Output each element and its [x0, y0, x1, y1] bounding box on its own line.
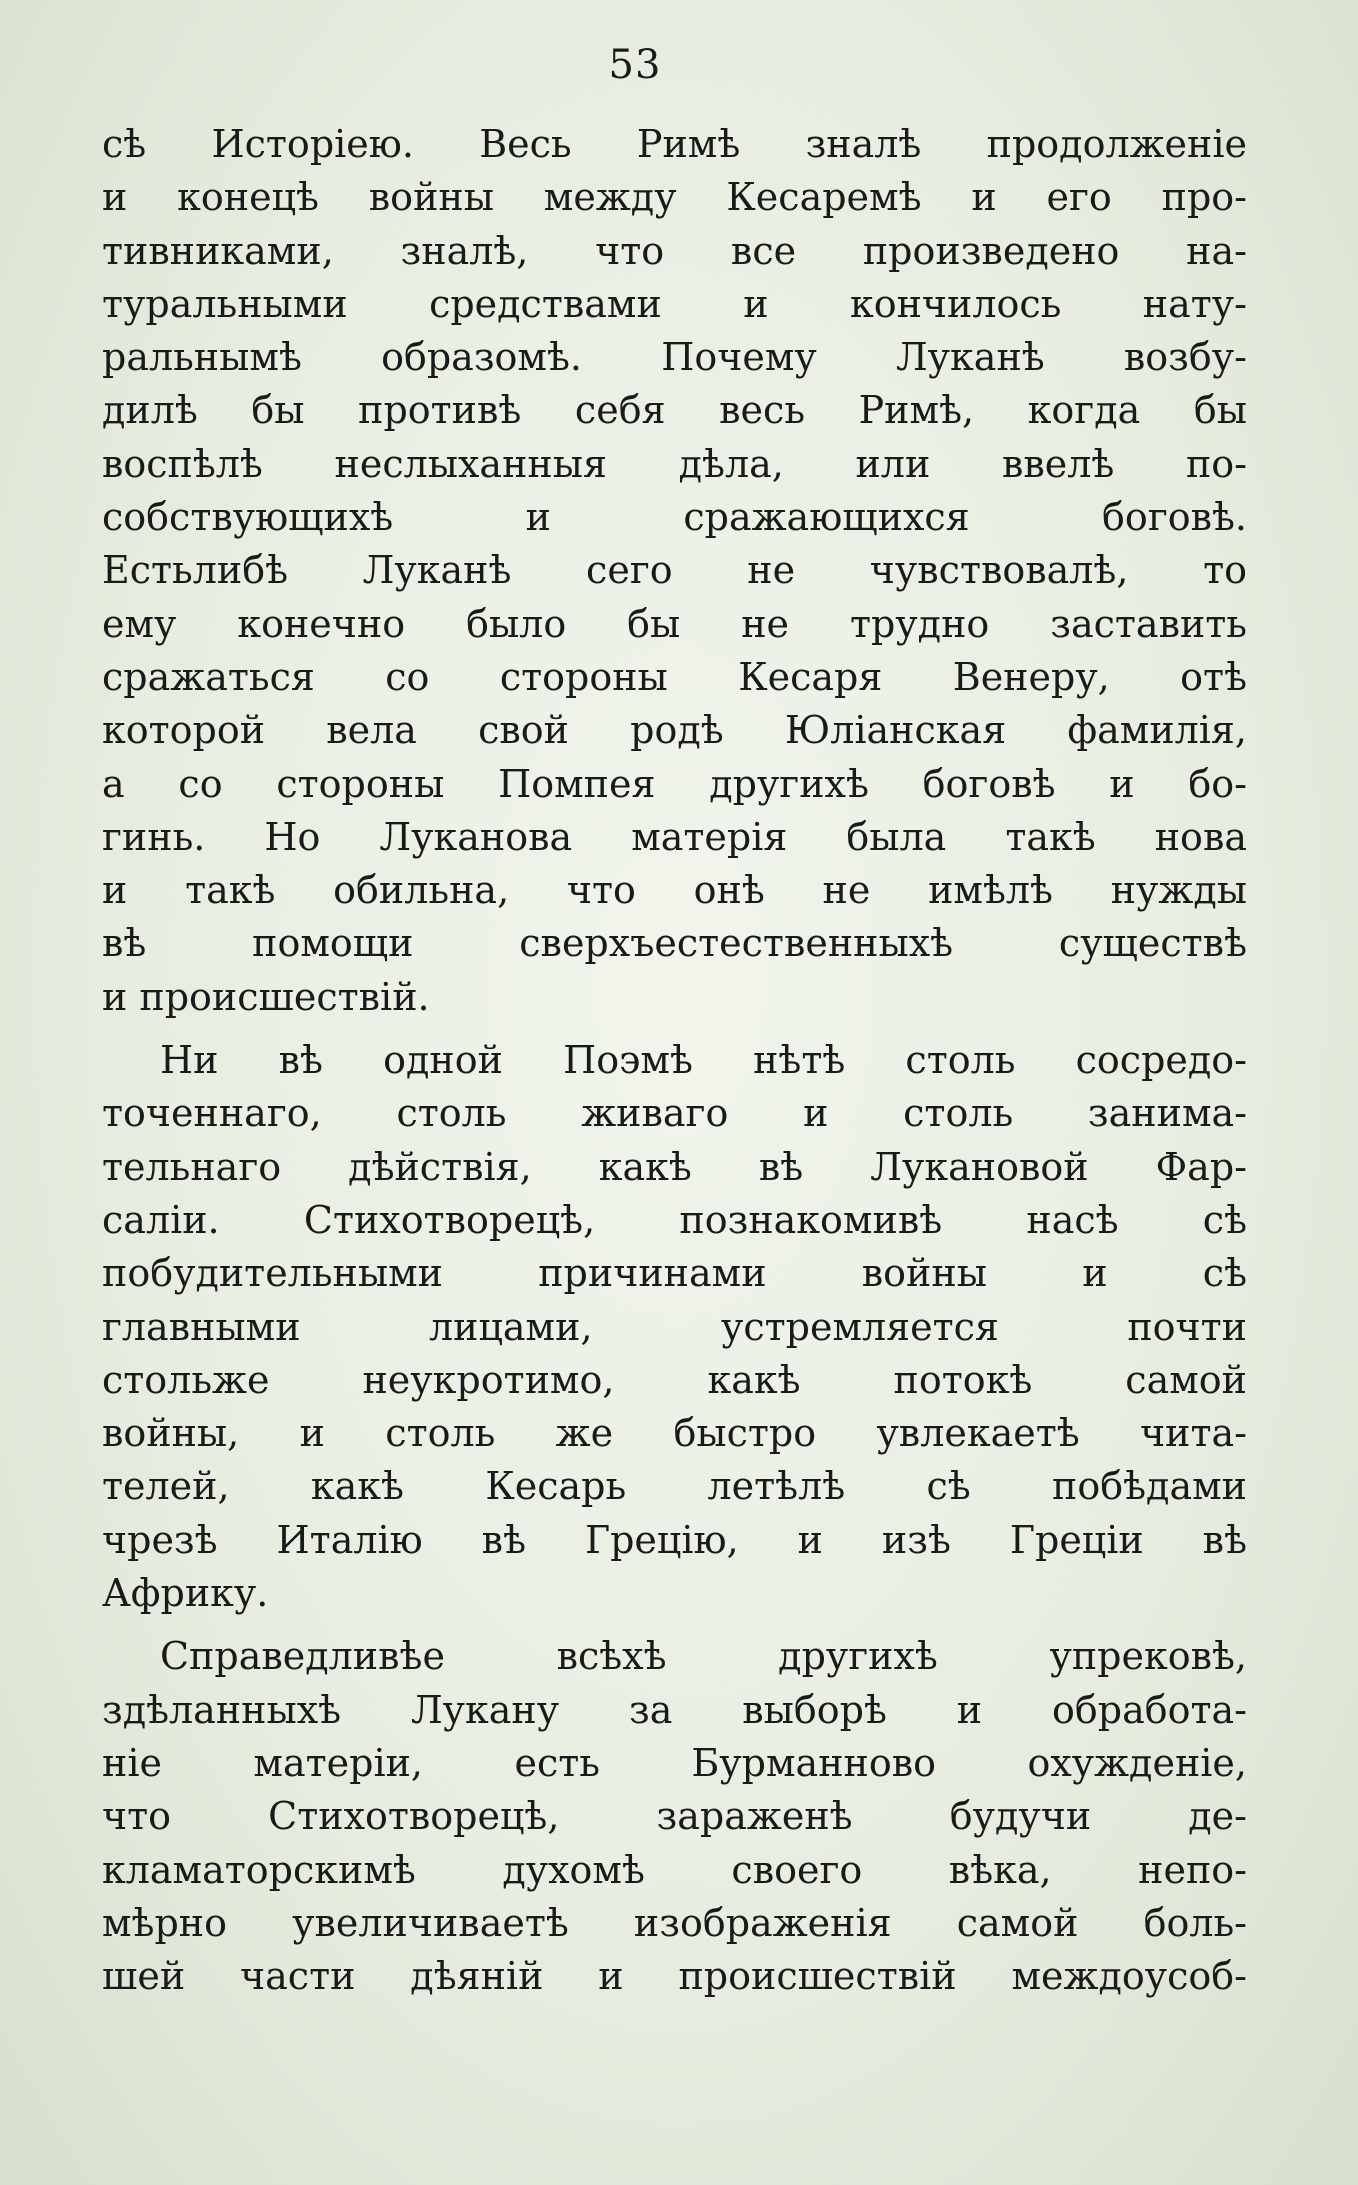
- text-line: воспѣлѣ неслыханныя дѣла, или ввелѣ по-: [102, 441, 1247, 486]
- text-line: саліи. Стихотворецѣ, познакомивѣ насѣ сѣ: [102, 1197, 1247, 1242]
- text-line: а со стороны Помпея другихѣ боговѣ и бо-: [102, 761, 1247, 806]
- text-line: ральнымѣ образомѣ. Почему Луканѣ возбу-: [102, 335, 1247, 380]
- text-line: сѣ Исторіею. Весь Римѣ зналѣ продолженіе: [102, 122, 1247, 166]
- text-line: телей, какѣ Кесарь летѣлѣ сѣ побѣдами: [102, 1464, 1247, 1509]
- text-line: побудительными причинами войны и сѣ: [102, 1251, 1247, 1296]
- text-line: и такѣ обильна, что онѣ не имѣлѣ нужды: [102, 868, 1247, 913]
- text-line: шей части дѣяній и происшествій междоусоб-: [102, 1954, 1247, 1999]
- text-line: сражаться со стороны Кесаря Венеру, отѣ: [102, 654, 1247, 699]
- text-line: и конецѣ войны между Кесаремѣ и его про-: [102, 175, 1247, 220]
- text-line: ніе матеріи, есть Бурманново охужденіе,: [102, 1740, 1247, 1785]
- text-line: туральными средствами и кончилось нату-: [102, 281, 1247, 326]
- paragraph-2: [102, 1034, 1247, 1620]
- text-line: собствующихѣ и сражающихся боговѣ.: [102, 495, 1247, 540]
- text-line: чрезѣ Италію вѣ Грецію, и изѣ Греціи вѣ: [102, 1517, 1247, 1562]
- text-line: Ни вѣ одной Поэмѣ нѣтѣ столь сосредо-: [160, 1038, 1247, 1083]
- text-line: Естьлибѣ Луканѣ сего не чувствовалѣ, то: [102, 548, 1247, 593]
- text-line: точеннаго, столь живаго и столь занима-: [102, 1091, 1247, 1136]
- text-line: Африку.: [102, 1571, 269, 1616]
- text-line: стольже неукротимо, какѣ потокѣ самой: [102, 1357, 1247, 1402]
- text-line: тивниками, зналѣ, что все произведено на-: [102, 228, 1247, 273]
- paragraph-1: [102, 118, 1247, 1024]
- text-line: вѣ помощи сверхъестественныхѣ существѣ: [102, 921, 1247, 966]
- text-line: мѣрно увеличиваетѣ изображенія самой боль-: [102, 1900, 1247, 1945]
- page-number: 53: [608, 42, 662, 88]
- text-line: здѣланныхѣ Лукану за выборѣ и обработа-: [102, 1687, 1247, 1732]
- text-line: главными лицами, устремляется почти: [102, 1304, 1247, 1349]
- text-line: войны, и столь же быстро увлекаетѣ чита-: [102, 1411, 1247, 1456]
- text-line: ему конечно было бы не трудно заставить: [102, 601, 1247, 646]
- text-line: и происшествій.: [102, 974, 430, 1019]
- text-line: дилѣ бы противѣ себя весь Римѣ, когда бы: [102, 388, 1247, 433]
- body-text: [102, 118, 1247, 2003]
- text-line: гинь. Но Луканова матерія была такѣ нова: [102, 814, 1247, 859]
- text-line: которой вела свой родѣ Юліанская фамилія,: [102, 708, 1247, 753]
- paragraph-3: [102, 1630, 1247, 2003]
- text-line: кламаторскимѣ духомѣ своего вѣка, непо-: [102, 1847, 1247, 1892]
- text-line: тельнаго дѣйствія, какѣ вѣ Лукановой Фар-: [102, 1144, 1247, 1189]
- text-line: Справедливѣе всѣхѣ другихѣ упрековѣ,: [160, 1634, 1247, 1679]
- text-line: что Стихотворецѣ, зараженѣ будучи де-: [102, 1794, 1247, 1839]
